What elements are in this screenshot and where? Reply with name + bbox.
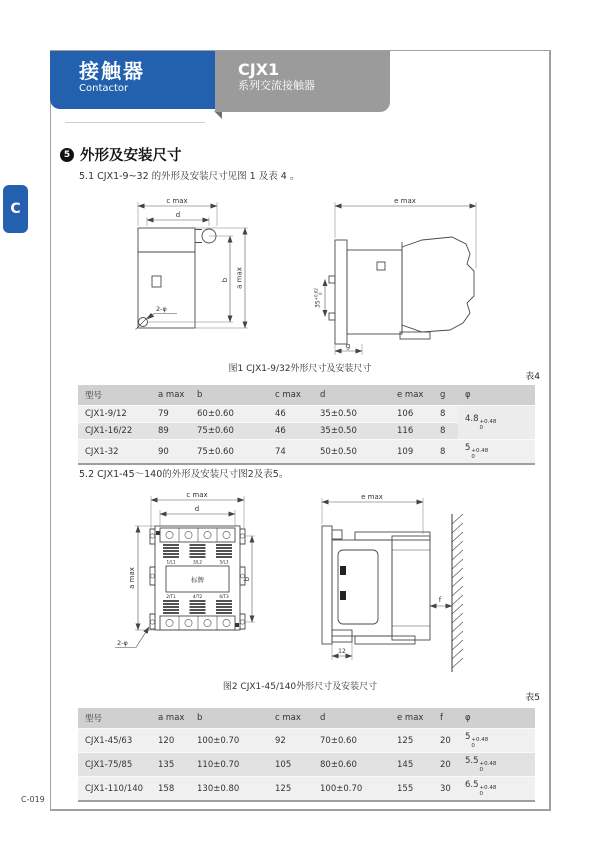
series-subtitle: 系列交流接触器 (238, 79, 315, 92)
table-cell: 89 (151, 423, 190, 440)
fig1-body-mid (347, 250, 402, 334)
table-cell: 20 (433, 753, 458, 777)
table-cell: 100±0.70 (313, 777, 390, 802)
table-cell-phi: 5 +0.48 0 (458, 440, 535, 465)
table-cell: 35±0.50 (313, 406, 390, 423)
fig2-emax-label: e max (361, 493, 383, 501)
table-cell: 8 (433, 440, 458, 465)
contactor-title: 接触器 (79, 59, 145, 83)
fig2-vents (163, 545, 179, 557)
table-cell: 79 (151, 406, 190, 423)
header-tab-series (215, 51, 390, 112)
figure-2-caption: 图2 CJX1-45/140外形尺寸及安装尺寸 (222, 682, 378, 692)
fig1-front-view (136, 197, 249, 330)
col-header: e max (390, 385, 433, 406)
table-cell: 60±0.60 (190, 406, 268, 423)
table-header-row (78, 708, 535, 729)
col-header: φ (458, 385, 535, 406)
terminal-label: 5/L3 (219, 559, 229, 565)
table-cell-phi: 6.5 +0.48 0 (458, 777, 535, 802)
wall-hatching (452, 514, 463, 668)
col-header: c max (268, 385, 313, 406)
para-5-2: 5.2 CJX1-45～140的外形及安装尺寸图2及表5。 (79, 469, 289, 480)
col-header: c max (268, 708, 313, 729)
table-cell: CJX1-75/85 (78, 753, 151, 777)
col-header: φ (458, 708, 535, 729)
fig1-rail-dim-label: $35^{+0.62}0$ (313, 288, 323, 308)
fig2-b-label: b (243, 576, 251, 582)
fig1-side-view (314, 197, 477, 355)
col-header: e max (390, 708, 433, 729)
table-cell: CJX1-45/63 (78, 729, 151, 753)
table-cell: CJX1-16/22 (78, 423, 151, 440)
fig1-d-label: d (175, 211, 181, 219)
table-cell: 30 (433, 777, 458, 802)
fig2-mounting-plate (322, 526, 332, 644)
table-cell: 8 (433, 423, 458, 440)
table-cell: 135 (151, 753, 190, 777)
table-cell: 50±0.50 (313, 440, 390, 465)
sidebar-tab-c: C (3, 185, 28, 233)
figure-2 (100, 488, 570, 676)
table-cell: 105 (268, 753, 313, 777)
table-row (78, 440, 535, 465)
table-cell: 74 (268, 440, 313, 465)
table-cell: 46 (268, 423, 313, 440)
fig2-f-label: f (438, 596, 442, 604)
col-header: a max (151, 708, 190, 729)
table-cell: 90 (151, 440, 190, 465)
table-cell: 75±0.60 (190, 423, 268, 440)
fig2-holes-label: 2-φ (117, 639, 128, 647)
col-header: 型号 (78, 385, 151, 406)
table-5-tag: 表5 (525, 693, 540, 703)
fig1-arc-chute (402, 237, 474, 332)
table-row (78, 406, 535, 423)
table-cell: 92 (268, 729, 313, 753)
col-header: f (433, 708, 458, 729)
fig2-cmax-label: c max (186, 491, 208, 499)
table-cell: 75±0.60 (190, 440, 268, 465)
table-cell: 46 (268, 406, 313, 423)
table-cell: 120 (151, 729, 190, 753)
table-cell: CJX1-9/12 (78, 406, 151, 423)
fig2-front-view (115, 491, 255, 648)
figure-1 (100, 192, 570, 360)
table-cell: 110±0.70 (190, 753, 268, 777)
table-cell: 155 (390, 777, 433, 802)
table-cell: 8 (433, 406, 458, 423)
section-number-icon: 5 (60, 148, 74, 162)
table-cell-phi: 5 +0.48 0 (458, 729, 535, 753)
table-cell-phi: 5.5 +0.48 0 (458, 753, 535, 777)
table-4 (78, 385, 535, 465)
table-cell: 109 (390, 440, 433, 465)
fig1-g-label: g (345, 342, 351, 350)
table-cell: 70±0.60 (313, 729, 390, 753)
para-5-1: 5.1 CJX1-9~32 的外形及安装尺寸见图 1 及表 4 。 (79, 171, 300, 182)
table-cell: 20 (433, 729, 458, 753)
table-cell: 158 (151, 777, 190, 802)
fig1-holes-label: 2-φ (156, 305, 167, 313)
contactor-subtitle: Contactor (79, 83, 129, 94)
col-header: b (190, 708, 268, 729)
header-tab-contactor (50, 51, 215, 109)
figure-1-caption: 图1 CJX1-9/32外形尺寸及安装尺寸 (228, 364, 372, 374)
fig2-side-view (322, 493, 463, 672)
table-cell: 116 (390, 423, 433, 440)
table-cell: CJX1-32 (78, 440, 151, 465)
terminal-label: 4/T2 (192, 594, 203, 599)
table-header-row (78, 385, 535, 406)
fig2-12-label: 12 (338, 648, 346, 655)
terminal-label: 3/L2 (192, 559, 203, 565)
tab-underline (65, 122, 205, 123)
table-cell-phi: 4.8 +0.48 0 (458, 406, 535, 440)
fig2-terminal-row-bottom (160, 616, 235, 630)
fig2-d-label: d (194, 505, 200, 513)
col-header: d (313, 708, 390, 729)
series-title: CJX1 (238, 60, 280, 79)
table-cell: 125 (268, 777, 313, 802)
fig1-amax-label: a max (235, 267, 244, 289)
fig1-cmax-label: c max (166, 197, 188, 205)
col-header: b (190, 385, 268, 406)
table-cell: 106 (390, 406, 433, 423)
terminal-label: 2/T1 (166, 594, 176, 599)
col-header: d (313, 385, 390, 406)
table-cell: 100±0.70 (190, 729, 268, 753)
table-row (78, 777, 535, 802)
fig2-amax-label: a max (128, 567, 136, 589)
table-5 (78, 708, 535, 802)
table-cell: 145 (390, 753, 433, 777)
col-header: 型号 (78, 708, 151, 729)
table-cell: 80±0.60 (313, 753, 390, 777)
table-cell: 130±0.80 (190, 777, 268, 802)
table-row (78, 729, 535, 753)
fig1-b-label: b (221, 277, 229, 283)
table-row (78, 753, 535, 777)
table-cell: CJX1-110/140 (78, 777, 151, 802)
nameplate-label: 标牌 (191, 576, 204, 584)
terminal-label: 6/T3 (219, 594, 229, 599)
table-4-tag: 表4 (525, 372, 540, 382)
fig2-terminal-row-top (160, 528, 235, 542)
col-header: g (433, 385, 458, 406)
table-cell: 125 (390, 729, 433, 753)
fig1-emax-label: e max (394, 197, 416, 205)
terminal-label: 1/L1 (166, 559, 176, 565)
fig1-mounting-plate (335, 240, 347, 344)
table-cell: 35±0.50 (313, 423, 390, 440)
col-header: a max (151, 385, 190, 406)
page-number: C-019 (21, 795, 45, 804)
section-title: 外形及安装尺寸 (80, 148, 182, 164)
